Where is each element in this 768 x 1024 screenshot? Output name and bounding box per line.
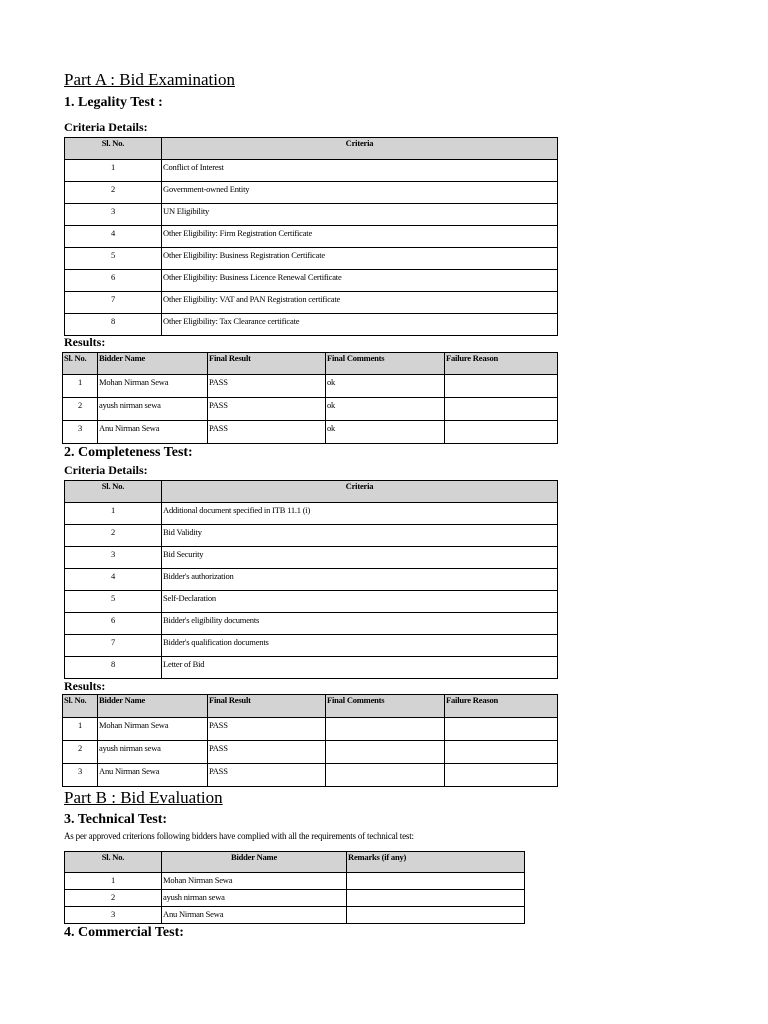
table-cell: ok [326, 398, 445, 421]
completeness-results-body [63, 718, 558, 787]
table-row [65, 569, 558, 591]
table-cell: Mohan Nirman Sewa [162, 873, 347, 890]
legality-test-title: 1. Legality Test : [64, 95, 163, 110]
table-cell: Anu Nirman Sewa [98, 764, 208, 787]
commercial-test-title: 4. Commercial Test: [64, 925, 184, 940]
table-cell: 3 [63, 421, 98, 444]
part-a-title: Part A : Bid Examination [64, 70, 235, 89]
column-header: Sl. No. [65, 138, 162, 160]
table-cell: Conflict of Interest [162, 160, 558, 182]
table-cell: Other Eligibility: VAT and PAN Registration certificate [162, 292, 558, 314]
table-row [65, 907, 525, 924]
completeness-test-title: 2. Completeness Test: [64, 445, 193, 460]
table-cell: 3 [65, 204, 162, 226]
table-row [65, 613, 558, 635]
column-header: Final Result [208, 695, 326, 718]
technical-results-table [64, 851, 525, 924]
table-cell: PASS [208, 764, 326, 787]
table-cell: Other Eligibility: Tax Clearance certificate [162, 314, 558, 336]
table-cell: 1 [63, 375, 98, 398]
legality-criteria-body [65, 160, 558, 336]
table-cell [445, 764, 558, 787]
completeness-criteria-body [65, 503, 558, 679]
legality-criteria-heading: Criteria Details: [64, 120, 148, 134]
table-cell: 8 [65, 314, 162, 336]
table-cell [445, 718, 558, 741]
table-cell: UN Eligibility [162, 204, 558, 226]
table-row [63, 375, 558, 398]
table-row [65, 204, 558, 226]
table-cell: Bidder's eligibility documents [162, 613, 558, 635]
table-row [65, 525, 558, 547]
table-row [63, 718, 558, 741]
table-row [65, 547, 558, 569]
table-cell [326, 741, 445, 764]
table-cell [347, 890, 525, 907]
table-cell: ok [326, 375, 445, 398]
table-cell: Additional document specified in ITB 11.1 (i) [162, 503, 558, 525]
table-cell: Government-owned Entity [162, 182, 558, 204]
completeness-criteria-table [64, 480, 558, 679]
table-cell: 2 [63, 741, 98, 764]
table-cell: Bid Security [162, 547, 558, 569]
table-cell: Mohan Nirman Sewa [98, 718, 208, 741]
table-cell: Other Eligibility: Business Licence Renewal Certificate [162, 270, 558, 292]
table-cell: 6 [65, 270, 162, 292]
completeness-results-heading: Results: [64, 679, 106, 693]
table-cell: Other Eligibility: Business Registration Certificate [162, 248, 558, 270]
table-cell: 1 [63, 718, 98, 741]
table-cell: ayush nirman sewa [98, 398, 208, 421]
table-cell: PASS [208, 375, 326, 398]
table-row [63, 741, 558, 764]
table-cell [445, 398, 558, 421]
column-header: Sl. No. [65, 481, 162, 503]
table-cell: ok [326, 421, 445, 444]
column-header: Bidder Name [162, 852, 347, 873]
table-row [65, 591, 558, 613]
technical-results-body [65, 873, 525, 924]
table-cell: Self-Declaration [162, 591, 558, 613]
column-header: Failure Reason [445, 353, 558, 375]
legality-criteria-table [64, 137, 558, 336]
column-header: Criteria [162, 138, 558, 160]
table-cell: PASS [208, 741, 326, 764]
table-cell: 3 [65, 547, 162, 569]
table-cell: 6 [65, 613, 162, 635]
table-cell: PASS [208, 398, 326, 421]
table-cell: Mohan Nirman Sewa [98, 375, 208, 398]
table-cell: Bidder's authorization [162, 569, 558, 591]
legality-results-table [62, 352, 558, 444]
table-row [65, 635, 558, 657]
technical-test-title: 3. Technical Test: [64, 812, 168, 827]
table-cell: Letter of Bid [162, 657, 558, 679]
table-row [65, 248, 558, 270]
table-cell [347, 873, 525, 890]
table-cell: 1 [65, 873, 162, 890]
table-cell: PASS [208, 718, 326, 741]
table-row [63, 421, 558, 444]
column-header: Sl. No. [63, 353, 98, 375]
legality-results-heading: Results: [64, 335, 106, 349]
table-cell: 5 [65, 591, 162, 613]
table-row [65, 292, 558, 314]
completeness-criteria-heading: Criteria Details: [64, 463, 148, 477]
table-cell: 7 [65, 635, 162, 657]
table-cell: 7 [65, 292, 162, 314]
column-header: Remarks (if any) [347, 852, 525, 873]
table-cell: ayush nirman sewa [162, 890, 347, 907]
table-row [65, 657, 558, 679]
table-cell: PASS [208, 421, 326, 444]
table-cell: 8 [65, 657, 162, 679]
table-row [65, 270, 558, 292]
table-row [63, 398, 558, 421]
table-cell: 5 [65, 248, 162, 270]
table-cell [445, 421, 558, 444]
table-cell: Bid Validity [162, 525, 558, 547]
table-cell: 1 [65, 160, 162, 182]
column-header: Criteria [162, 481, 558, 503]
table-cell: Anu Nirman Sewa [98, 421, 208, 444]
part-b-title: Part B : Bid Evaluation [64, 788, 223, 807]
table-cell: 4 [65, 569, 162, 591]
table-row [65, 160, 558, 182]
table-cell [326, 764, 445, 787]
table-cell: 3 [65, 907, 162, 924]
legality-results-body [63, 375, 558, 444]
column-header: Final Result [208, 353, 326, 375]
table-cell [445, 741, 558, 764]
table-cell: 4 [65, 226, 162, 248]
table-cell: Anu Nirman Sewa [162, 907, 347, 924]
column-header: Final Comments [326, 695, 445, 718]
completeness-results-table [62, 694, 558, 787]
table-row [65, 182, 558, 204]
table-cell [445, 375, 558, 398]
column-header: Failure Reason [445, 695, 558, 718]
table-cell: Bidder's qualification documents [162, 635, 558, 657]
table-row [65, 226, 558, 248]
table-cell: ayush nirman sewa [98, 741, 208, 764]
table-cell [326, 718, 445, 741]
table-cell: 1 [65, 503, 162, 525]
column-header: Bidder Name [98, 695, 208, 718]
table-row [65, 314, 558, 336]
column-header: Bidder Name [98, 353, 208, 375]
column-header: Sl. No. [65, 852, 162, 873]
column-header: Final Comments [326, 353, 445, 375]
table-cell: 2 [65, 182, 162, 204]
table-row [65, 890, 525, 907]
table-cell: 2 [65, 890, 162, 907]
table-row [65, 873, 525, 890]
column-header: Sl. No. [63, 695, 98, 718]
table-row [65, 503, 558, 525]
technical-test-note: As per approved criterions following bidders have complied with all the requirements of technical test: [64, 831, 414, 841]
table-cell [347, 907, 525, 924]
table-cell: 3 [63, 764, 98, 787]
table-row [63, 764, 558, 787]
table-cell: 2 [63, 398, 98, 421]
table-cell: Other Eligibility: Firm Registration Certificate [162, 226, 558, 248]
table-cell: 2 [65, 525, 162, 547]
